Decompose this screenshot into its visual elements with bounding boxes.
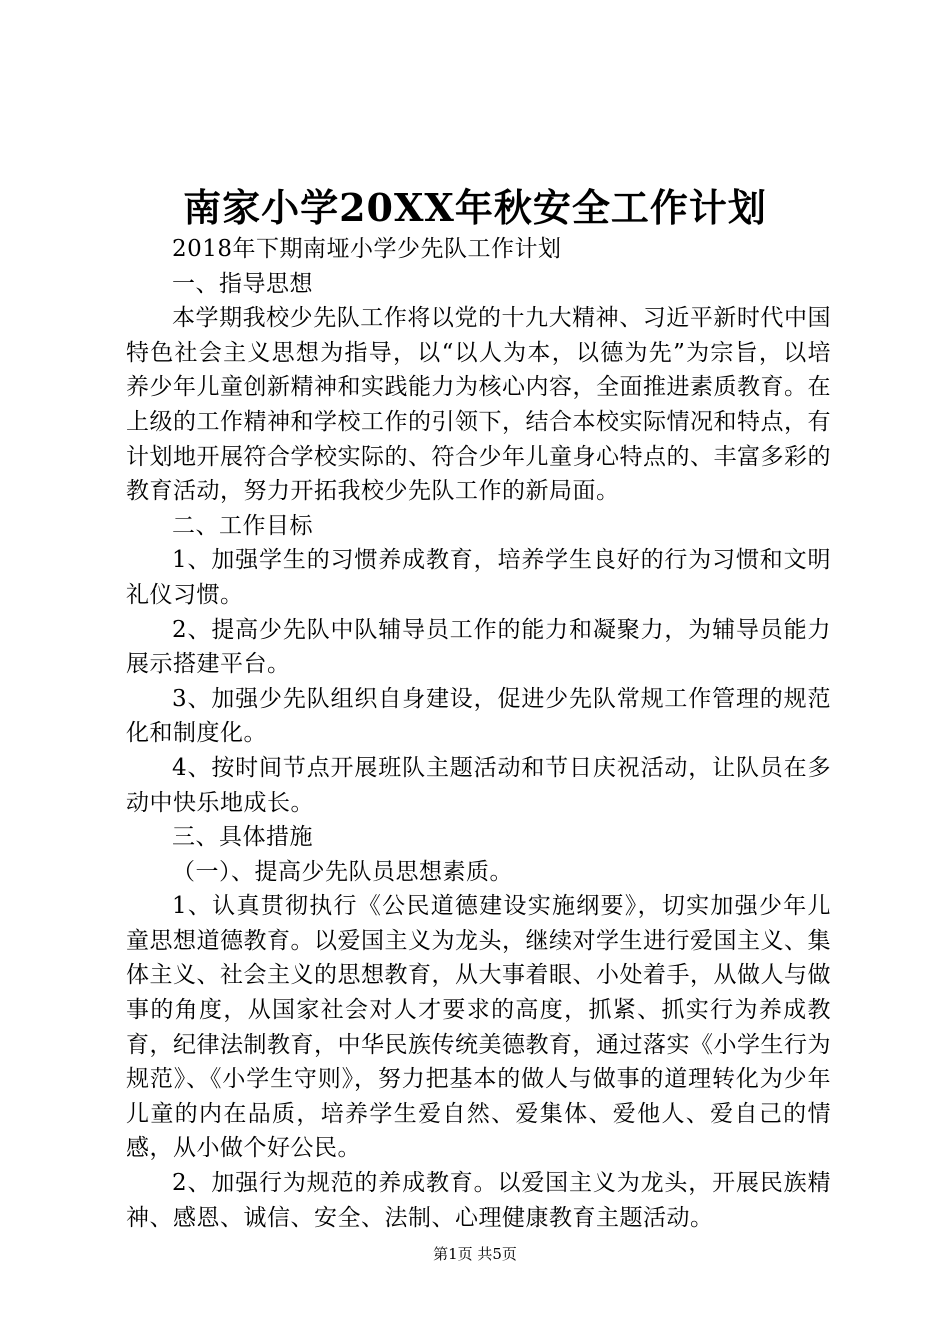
document-title: 南家小学20XX年秋安全工作计划: [183, 185, 767, 230]
body-paragraph: 本学期我校少先队工作将以党的十九大精神、习近平新时代中国特色社会主义思想为指导，以“以人为本，以德为先”为宗旨，以培养少年儿童创新精神和实践能力为核心内容，全面推进素质教育。在上级的工作精神和学校工作的引领下，结合本校实际情况和特点，有计划地开展符合学校实际的、符合少年儿童身心特点的、丰富多彩的教育活动，努力开拓我校少先队工作的新局面。: [126, 305, 831, 505]
body-paragraph: 2、提高少先队中队辅导员工作的能力和凝聚力，为辅导员能力展示搭建平台。: [126, 616, 831, 678]
document-body: [126, 232, 831, 1235]
body-paragraph: 1、认真贯彻执行《公民道德建设实施纲要》，切实加强少年儿童思想道德教育。以爱国主义为龙头，继续对学生进行爱国主义、集体主义、社会主义的思想教育，从大事着眼、小处着手，从做人与做事的角度，从国家社会对人才要求的高度，抓紧、抓实行为养成教育，纪律法制教育，中华民族传统美德教育，通过落实《小学生行为规范》、《小学生守则》，努力把基本的做人与做事的道理转化为少年儿童的内在品质，培养学生爱自然、爱集体、爱他人、爱自己的情感，从小做个好公民。: [126, 893, 831, 1162]
subsection-heading: （一）、提高少先队员思想素质。: [172, 858, 513, 885]
body-paragraph: 4、按时间节点开展班队主题活动和节日庆祝活动，让队员在多动中快乐地成长。: [126, 754, 831, 816]
section-heading: 一、指导思想: [172, 270, 313, 297]
body-paragraph: 1、加强学生的习惯养成教育，培养学生良好的行为习惯和文明礼仪习惯。: [126, 547, 831, 608]
section-heading: 二、工作目标: [172, 512, 313, 539]
page-indicator: 第1页 共5页: [433, 1245, 517, 1263]
body-paragraph: 2、加强行为规范的养成教育。以爱国主义为龙头，开展民族精神、感恩、诚信、安全、法制、心理健康教育主题活动。: [126, 1170, 831, 1231]
section-heading: 三、具体措施: [172, 824, 313, 851]
subtitle-paragraph: 2018年下期南垭小学少先队工作计划: [172, 236, 562, 262]
body-paragraph: 3、加强少先队组织自身建设，促进少先队常规工作管理的规范化和制度化。: [126, 685, 831, 747]
